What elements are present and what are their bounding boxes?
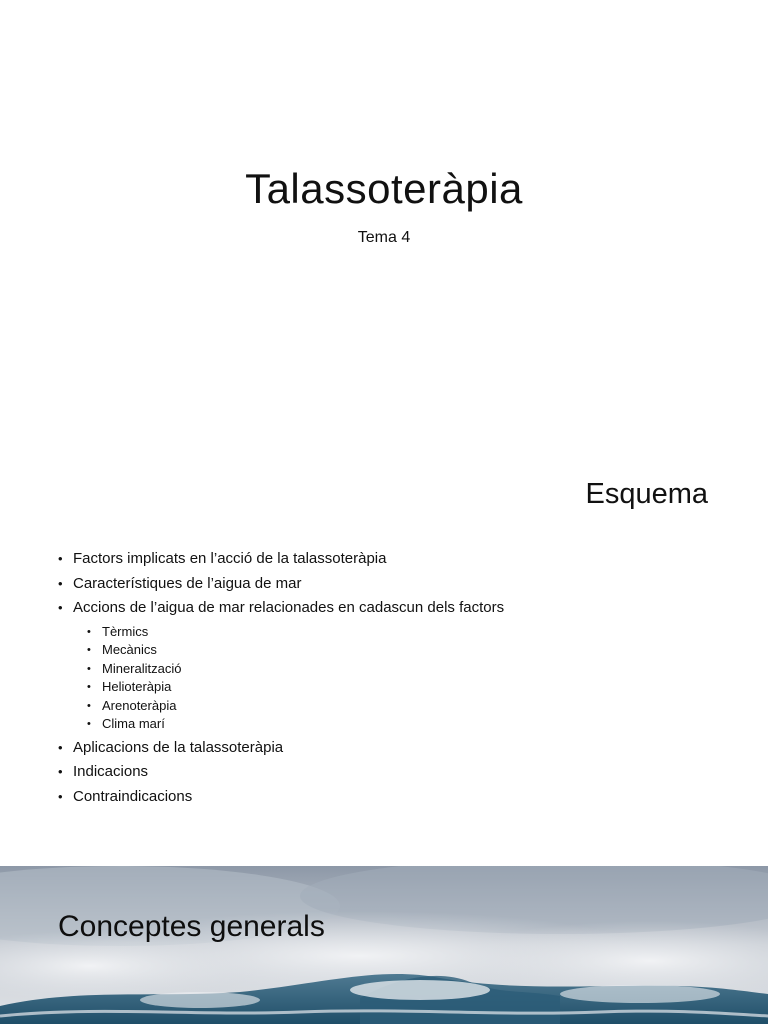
outline-sub-list (87, 623, 718, 734)
outline-sub-item: • Mecànics (87, 641, 718, 660)
slide-title: Talassoteràpia (245, 165, 523, 212)
outline-item-label: Accions de l’aigua de mar relacionades en cadascun dels factors (73, 599, 505, 616)
outline-item: • Factors implicats en l’acció de la talassoteràpia (58, 547, 718, 572)
outline-item: • Contraindicacions (58, 785, 718, 810)
concepts-title: Conceptes generals (58, 910, 325, 943)
outline-sub-item: • Clima marí (87, 715, 718, 734)
outline-heading: Esquema (585, 478, 708, 510)
outline-item: • Característiques de l’aigua de mar (58, 572, 718, 597)
outline-item: • Indicacions (58, 760, 718, 785)
slide-subtitle: Tema 4 (357, 229, 411, 246)
outline-list (58, 547, 718, 809)
outline-sub-item: • Arenoteràpia (87, 697, 718, 716)
concepts-slide (0, 866, 768, 1024)
outline-item: • Aplicacions de la talassoteràpia (58, 736, 718, 761)
outline-sub-item: • Tèrmics (87, 623, 718, 642)
sea-wave-image (0, 866, 768, 1024)
outline-sub-item: • Mineralització (87, 660, 718, 679)
outline-slide (0, 432, 768, 866)
title-slide (0, 0, 768, 432)
outline-sub-item: • Helioteràpia (87, 678, 718, 697)
outline-item (58, 596, 718, 734)
